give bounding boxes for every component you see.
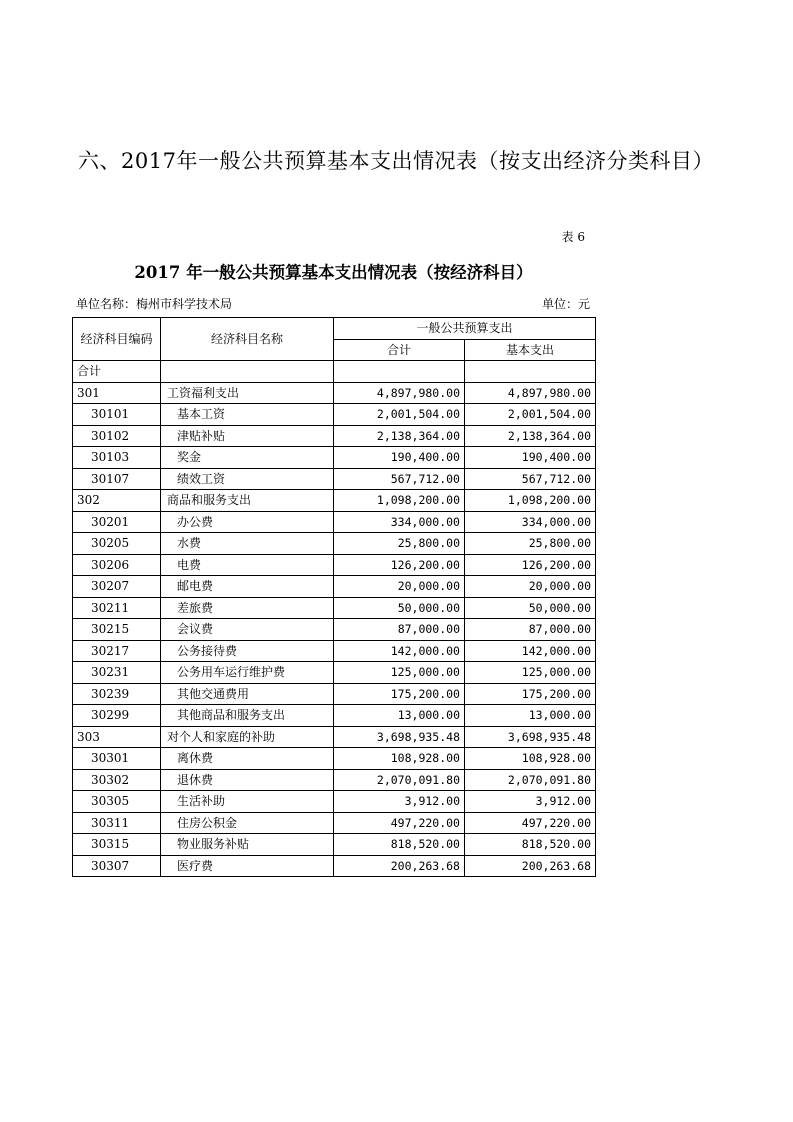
row-name: 邮电费 xyxy=(161,576,334,598)
row-name: 津贴补贴 xyxy=(161,425,334,447)
table-number: 表 6 xyxy=(561,230,585,244)
row-name: 其他商品和服务支出 xyxy=(161,705,334,727)
row-basic: 142,000.00 xyxy=(465,640,596,662)
table-row xyxy=(73,425,596,447)
row-code: 30102 xyxy=(73,425,161,447)
row-basic: 190,400.00 xyxy=(465,447,596,469)
table-row xyxy=(73,855,596,877)
section-heading: 六、2017年一般公共预算基本支出情况表（按支出经济分类科目） xyxy=(78,149,714,173)
table-row xyxy=(73,361,596,383)
row-name: 会议费 xyxy=(161,619,334,641)
row-basic: 125,000.00 xyxy=(465,662,596,684)
row-name: 办公费 xyxy=(161,511,334,533)
row-total xyxy=(334,361,465,383)
row-name: 生活补助 xyxy=(161,791,334,813)
row-total: 497,220.00 xyxy=(334,812,465,834)
row-basic: 497,220.00 xyxy=(465,812,596,834)
table-row xyxy=(73,769,596,791)
row-name: 水费 xyxy=(161,533,334,555)
row-total: 20,000.00 xyxy=(334,576,465,598)
row-name: 住房公积金 xyxy=(161,812,334,834)
row-total: 87,000.00 xyxy=(334,619,465,641)
row-basic: 87,000.00 xyxy=(465,619,596,641)
row-code: 30302 xyxy=(73,769,161,791)
budget-table xyxy=(72,317,596,877)
row-basic: 175,200.00 xyxy=(465,683,596,705)
table-row xyxy=(73,554,596,576)
row-total: 334,000.00 xyxy=(334,511,465,533)
row-total: 200,263.68 xyxy=(334,855,465,877)
row-total: 13,000.00 xyxy=(334,705,465,727)
row-basic: 2,070,091.80 xyxy=(465,769,596,791)
table-row xyxy=(73,812,596,834)
row-code: 30211 xyxy=(73,597,161,619)
row-basic: 567,712.00 xyxy=(465,468,596,490)
row-basic: 108,928.00 xyxy=(465,748,596,770)
row-code: 30215 xyxy=(73,619,161,641)
row-basic: 25,800.00 xyxy=(465,533,596,555)
row-code: 302 xyxy=(73,490,161,512)
row-code: 30101 xyxy=(73,404,161,426)
row-total: 4,897,980.00 xyxy=(334,382,465,404)
row-name: 电费 xyxy=(161,554,334,576)
unit-name: 单位名称：梅州市科学技术局 xyxy=(76,297,233,311)
table-row xyxy=(73,597,596,619)
row-code: 30205 xyxy=(73,533,161,555)
row-total: 2,001,504.00 xyxy=(334,404,465,426)
row-basic: 13,000.00 xyxy=(465,705,596,727)
row-basic: 126,200.00 xyxy=(465,554,596,576)
row-name: 物业服务补贴 xyxy=(161,834,334,856)
row-name: 工资福利支出 xyxy=(161,382,334,404)
row-name: 公务用车运行维护费 xyxy=(161,662,334,684)
row-name: 基本工资 xyxy=(161,404,334,426)
row-code: 30315 xyxy=(73,834,161,856)
row-total: 190,400.00 xyxy=(334,447,465,469)
row-total: 1,098,200.00 xyxy=(334,490,465,512)
unit-label: 单位：元 xyxy=(541,297,590,311)
row-code: 30299 xyxy=(73,705,161,727)
row-total: 126,200.00 xyxy=(334,554,465,576)
row-code: 30201 xyxy=(73,511,161,533)
header-group: 一般公共预算支出 xyxy=(334,318,596,340)
row-basic xyxy=(465,361,596,383)
row-basic: 3,912.00 xyxy=(465,791,596,813)
table-row xyxy=(73,382,596,404)
header-basic: 基本支出 xyxy=(465,339,596,361)
row-total: 108,928.00 xyxy=(334,748,465,770)
table-row xyxy=(73,447,596,469)
row-total: 2,070,091.80 xyxy=(334,769,465,791)
row-basic: 4,897,980.00 xyxy=(465,382,596,404)
table-row xyxy=(73,511,596,533)
row-total: 25,800.00 xyxy=(334,533,465,555)
row-total: 125,000.00 xyxy=(334,662,465,684)
row-total: 142,000.00 xyxy=(334,640,465,662)
row-total: 818,520.00 xyxy=(334,834,465,856)
row-name: 奖金 xyxy=(161,447,334,469)
table-row xyxy=(73,576,596,598)
row-name: 差旅费 xyxy=(161,597,334,619)
row-code: 30206 xyxy=(73,554,161,576)
table-row xyxy=(73,748,596,770)
row-code: 301 xyxy=(73,382,161,404)
table-row xyxy=(73,490,596,512)
row-total: 567,712.00 xyxy=(334,468,465,490)
row-total: 2,138,364.00 xyxy=(334,425,465,447)
row-basic: 50,000.00 xyxy=(465,597,596,619)
header-name: 经济科目名称 xyxy=(161,318,334,361)
table-row xyxy=(73,619,596,641)
row-code: 30305 xyxy=(73,791,161,813)
row-name: 离休费 xyxy=(161,748,334,770)
row-basic: 1,098,200.00 xyxy=(465,490,596,512)
row-total: 50,000.00 xyxy=(334,597,465,619)
row-basic: 3,698,935.48 xyxy=(465,726,596,748)
row-code: 30207 xyxy=(73,576,161,598)
row-name: 对个人和家庭的补助 xyxy=(161,726,334,748)
row-code: 30107 xyxy=(73,468,161,490)
row-name: 其他交通费用 xyxy=(161,683,334,705)
table-row xyxy=(73,404,596,426)
table-row xyxy=(73,834,596,856)
row-code: 30217 xyxy=(73,640,161,662)
row-basic: 200,263.68 xyxy=(465,855,596,877)
row-name: 医疗费 xyxy=(161,855,334,877)
table-row xyxy=(73,662,596,684)
row-basic: 2,001,504.00 xyxy=(465,404,596,426)
row-total: 175,200.00 xyxy=(334,683,465,705)
row-basic: 818,520.00 xyxy=(465,834,596,856)
table-row xyxy=(73,533,596,555)
row-name xyxy=(161,361,334,383)
row-name: 公务接待费 xyxy=(161,640,334,662)
table-row xyxy=(73,791,596,813)
table-row xyxy=(73,705,596,727)
row-name: 绩效工资 xyxy=(161,468,334,490)
row-code: 30231 xyxy=(73,662,161,684)
row-basic: 2,138,364.00 xyxy=(465,425,596,447)
row-basic: 334,000.00 xyxy=(465,511,596,533)
row-total: 3,698,935.48 xyxy=(334,726,465,748)
row-name: 商品和服务支出 xyxy=(161,490,334,512)
row-code: 30307 xyxy=(73,855,161,877)
row-code: 30103 xyxy=(73,447,161,469)
row-name: 退休费 xyxy=(161,769,334,791)
table-row xyxy=(73,683,596,705)
table-row xyxy=(73,640,596,662)
row-total: 3,912.00 xyxy=(334,791,465,813)
row-code: 303 xyxy=(73,726,161,748)
row-code: 合计 xyxy=(73,361,161,383)
header-total: 合计 xyxy=(334,339,465,361)
row-code: 30301 xyxy=(73,748,161,770)
row-code: 30239 xyxy=(73,683,161,705)
table-row xyxy=(73,726,596,748)
unit-row xyxy=(76,295,590,312)
row-code: 30311 xyxy=(73,812,161,834)
row-basic: 20,000.00 xyxy=(465,576,596,598)
table-row xyxy=(73,468,596,490)
header-code: 经济科目编码 xyxy=(73,318,161,361)
table-title: 2017 年一般公共预算基本支出情况表（按经济科目） xyxy=(134,263,533,282)
